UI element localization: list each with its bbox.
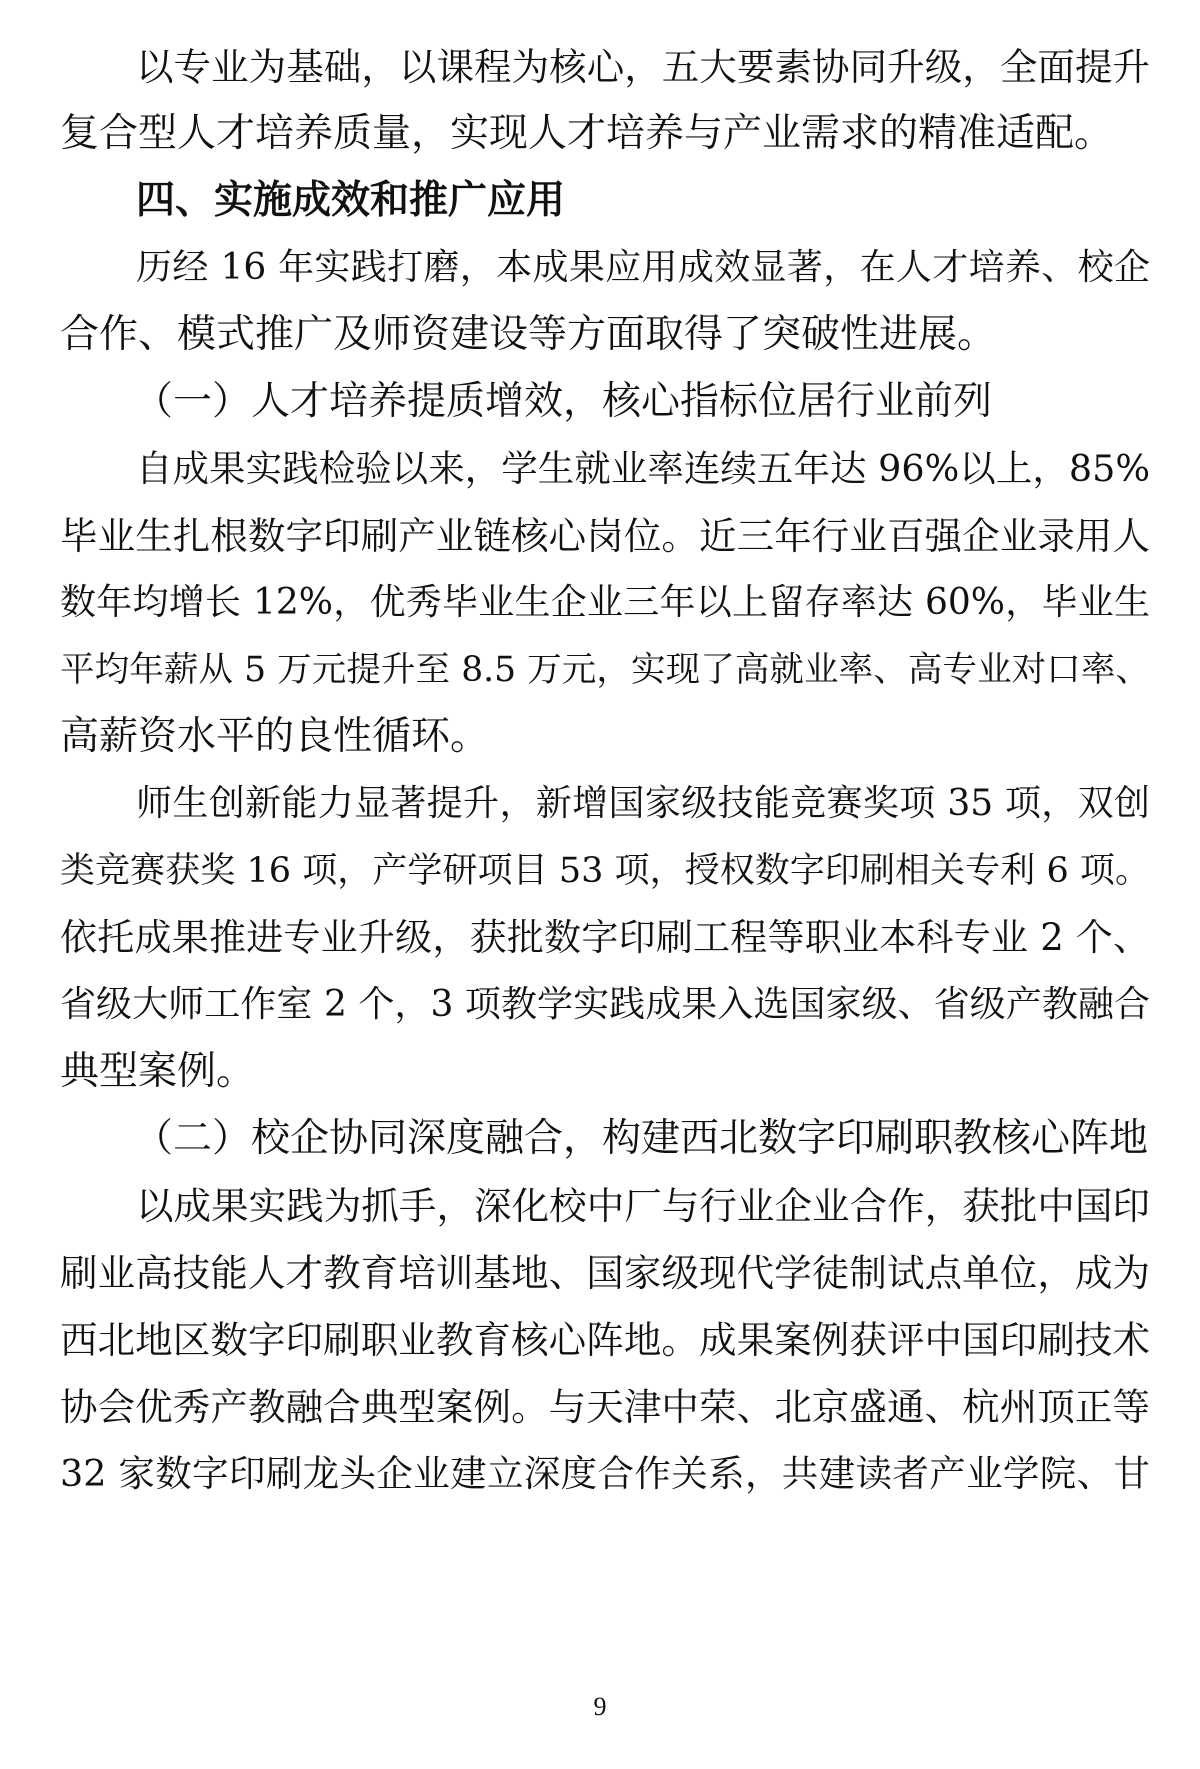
intro-line-1: 以专业为基础，以课程为核心，五大要素协同升级，全面提升	[136, 45, 1150, 89]
subheading-school-enterprise: （二）校企协同深度融合，构建西北数字印刷职教核心阵地	[134, 1116, 1149, 1161]
innovation-line-5: 典型案例。	[60, 1049, 256, 1094]
subheading-talent-training: （一）人才培养提质增效，核心指标位居行业前列	[134, 379, 993, 424]
cooperation-line-1: 以成果实践为抓手，深化校中厂与行业企业合作，获批中国印	[136, 1184, 1150, 1228]
overview-line-1: 历经 16 年实践打磨，本成果应用成效显著，在人才培养、校企	[136, 247, 1150, 288]
innovation-line-3: 依托成果推进专业升级，获批数字印刷工程等职业本科专业 2 个、	[60, 916, 1150, 959]
employment-line-3: 数年均增长 12%，优秀毕业生企业三年以上留存率达 60%，毕业生	[60, 582, 1150, 623]
cooperation-line-4: 协会优秀产教融合典型案例。与天津中荣、北京盛通、杭州顶正等	[60, 1385, 1150, 1429]
cooperation-line-2: 刷业高技能人才教育培训基地、国家级现代学徒制试点单位，成为	[60, 1251, 1150, 1295]
employment-line-2: 毕业生扎根数字印刷产业链核心岗位。近三年行业百强企业录用人	[60, 514, 1150, 558]
employment-line-1: 自成果实践检验以来，学生就业率连续五年达 96%以上，85%	[136, 447, 1150, 490]
overview-line-2: 合作、模式推广及师资建设等方面取得了突破性进展。	[60, 312, 997, 357]
employment-line-5: 高薪资水平的良性循环。	[60, 714, 490, 759]
cooperation-line-5: 32 家数字印刷龙头企业建立深度合作关系，共建读者产业学院、甘	[60, 1452, 1150, 1495]
page-number: 9	[593, 1692, 607, 1721]
cooperation-line-3: 西北地区数字印刷职业教育核心阵地。成果案例获评中国印刷技术	[60, 1318, 1150, 1362]
intro-line-2: 复合型人才培养质量，实现人才培养与产业需求的精准适配。	[60, 111, 1114, 156]
innovation-line-2: 类竞赛获奖 16 项，产学研项目 53 项，授权数字印刷相关专利 6 项。	[60, 851, 1150, 891]
section-heading: 四、实施成效和推广应用	[136, 178, 566, 223]
innovation-line-4: 省级大师工作室 2 个，3 项教学实践成果入选国家级、省级产教融合	[60, 984, 1150, 1025]
innovation-line-1: 师生创新能力显著提升，新增国家级技能竞赛奖项 35 项，双创	[136, 783, 1150, 824]
employment-line-4: 平均年薪从 5 万元提升至 8.5 万元，实现了高就业率、高专业对口率、	[60, 650, 1150, 690]
